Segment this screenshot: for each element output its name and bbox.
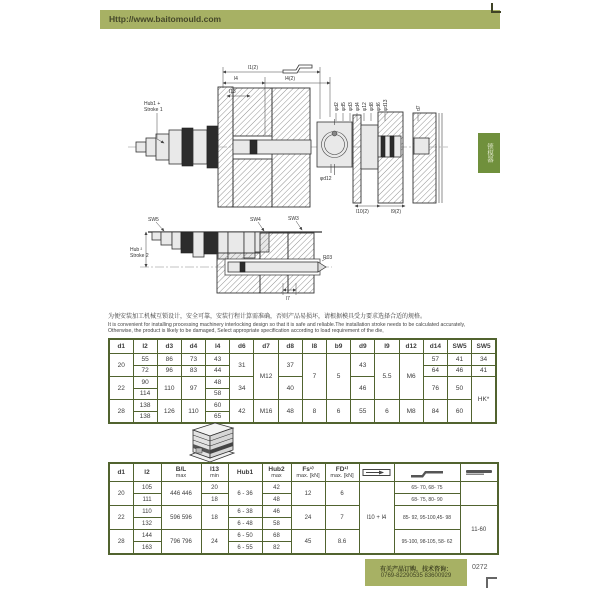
- dim-label-l4: l4: [234, 76, 238, 82]
- table-cell: 6 - 38: [228, 506, 262, 518]
- column-header: d1: [109, 339, 133, 354]
- contact-phone: 0769-82290535 83600929: [380, 573, 452, 579]
- hook-part-icon: [394, 463, 460, 482]
- table-cell: 72: [133, 365, 157, 377]
- table-cell: 8: [302, 400, 326, 424]
- table-cell: 64: [423, 365, 447, 377]
- sw4-label: SW4: [250, 217, 261, 223]
- dim-label-d7: d7: [416, 105, 422, 111]
- table-cell: HK*: [472, 377, 496, 424]
- table-cell: 5: [327, 354, 351, 400]
- svg-text:Stroke 2: Stroke 2: [130, 253, 149, 259]
- table-cell: 41: [447, 354, 471, 366]
- pin-part-icon: [460, 463, 498, 482]
- svg-text:Stroke 1: Stroke 1: [144, 107, 163, 113]
- table-cell: 6 - 48: [228, 518, 262, 530]
- clamp-part-icon: [359, 463, 394, 482]
- note-chinese: 为便安装加工机械互锁设计，安全可靠，安装行程计算需准确，否则产品易损坏，请根据模具受力要求选择合适的规格。: [108, 314, 427, 320]
- column-header: d3: [157, 339, 181, 354]
- column-header: d8: [278, 339, 302, 354]
- side-category-tab: 锁模器: [478, 133, 500, 173]
- dim-label-l7: l7: [286, 296, 290, 302]
- column-header: l8: [302, 339, 326, 354]
- table-cell: 46: [262, 506, 291, 518]
- table-cell: 76: [423, 377, 447, 400]
- column-header: d14: [423, 339, 447, 354]
- note-english-1: It is convenient for installing processing machinery interlocking design so that it is safe and reliable.The installation stroke needs to be calculated accurately,: [108, 322, 466, 328]
- page-number: 0272: [472, 564, 488, 571]
- column-header: d9: [351, 339, 375, 354]
- table-cell: 57: [423, 354, 447, 366]
- table-cell: l10 + l4: [359, 482, 394, 555]
- website-url: Http://www.baitomould.com: [109, 14, 222, 24]
- table-cell: 22: [109, 506, 133, 530]
- isometric-part-image: [182, 417, 238, 463]
- table-cell: M6: [399, 354, 423, 400]
- column-header: d4: [181, 339, 205, 354]
- column-header: d12: [399, 339, 423, 354]
- svg-text:φd13: φd13: [383, 99, 389, 111]
- dimension-table-1: [108, 338, 497, 424]
- dim-label-l13: l13: [229, 89, 236, 95]
- table-cell: 20: [201, 482, 228, 494]
- sw5-label: SW5: [148, 217, 159, 223]
- table-cell: 114: [133, 388, 157, 400]
- top-corner-mark-icon: [491, 3, 501, 13]
- table-cell: 132: [133, 518, 161, 530]
- table-cell: [460, 482, 498, 506]
- table-cell: M16: [254, 400, 278, 424]
- table-cell: 58: [206, 388, 230, 400]
- table-cell: 82: [262, 542, 291, 555]
- svg-text:φd3: φd3: [348, 102, 354, 111]
- table-cell: 40: [278, 377, 302, 400]
- table-cell: 43: [351, 354, 375, 377]
- table-cell: 42: [230, 400, 254, 424]
- table-cell: 48: [262, 494, 291, 506]
- table-cell: 18: [201, 494, 228, 506]
- front-view: [317, 119, 352, 182]
- table-cell: 6: [325, 482, 359, 506]
- svg-text:φ12: φ12: [362, 102, 368, 111]
- diameter-dim-labels: [334, 99, 422, 121]
- note-english-2: Otherwise, the product is likely to be damaged, Select appropriate specification according to load requirement of the die,: [108, 328, 384, 334]
- table-cell: 18: [201, 506, 228, 530]
- column-header: d1: [109, 463, 133, 482]
- column-header: SW5: [447, 339, 471, 354]
- table-cell: 73: [181, 354, 205, 366]
- table-cell: 84: [423, 400, 447, 424]
- column-header: l13 min: [201, 463, 228, 482]
- svg-text:φd4: φd4: [355, 102, 361, 111]
- column-header: b9: [327, 339, 351, 354]
- header-band: [100, 10, 500, 29]
- table-cell: 6: [375, 400, 399, 424]
- notes-paragraph: [108, 311, 500, 334]
- column-header: Hub1: [228, 463, 262, 482]
- table-cell: 163: [133, 542, 161, 555]
- column-header: Hub2 max: [262, 463, 291, 482]
- column-header: d6: [230, 339, 254, 354]
- table-cell: 43: [206, 354, 230, 366]
- table-cell: 22: [109, 377, 133, 400]
- contact-text: 有关产品订购，技术咨询：: [379, 567, 452, 573]
- table-cell: 42: [262, 482, 291, 494]
- contact-box: [365, 559, 467, 586]
- table-cell: 110: [133, 506, 161, 518]
- table-cell: 55: [351, 400, 375, 424]
- table-cell: 95-100, 98-105, 58- 62: [394, 530, 460, 555]
- svg-text:φd2: φd2: [334, 102, 340, 111]
- table-cell: 65: [206, 411, 230, 423]
- column-header: l4: [206, 339, 230, 354]
- table-cell: 68- 75, 80- 90: [394, 494, 460, 506]
- table-cell: 31: [230, 354, 254, 377]
- table-cell: 105: [133, 482, 161, 494]
- table-cell: 60: [447, 400, 471, 424]
- table-cell: 7: [325, 506, 359, 530]
- table-cell: 126: [157, 400, 181, 424]
- latch-unit-section: [136, 126, 218, 168]
- table-cell: 34: [230, 377, 254, 400]
- table-cell: 7: [302, 354, 326, 400]
- table-cell: 86: [157, 354, 181, 366]
- table-cell: 58: [262, 518, 291, 530]
- table-cell: 12: [291, 482, 325, 506]
- table-cell: 796 796: [161, 530, 201, 555]
- table-cell: 446 446: [161, 482, 201, 506]
- dim-label-l10: l10(2): [356, 209, 369, 215]
- bottom-corner-mark-icon: [486, 577, 497, 588]
- table-cell: 5.5: [375, 354, 399, 400]
- dim-label-l4b: l4(2): [285, 76, 296, 82]
- column-header: l2: [133, 463, 161, 482]
- table-cell: 110: [181, 400, 205, 424]
- technical-drawing: [100, 55, 500, 310]
- table-cell: 60: [206, 400, 230, 412]
- table-cell: 20: [109, 354, 133, 377]
- table-cell: M12: [254, 354, 278, 400]
- table-cell: 6: [327, 400, 351, 424]
- column-header: l9: [375, 339, 399, 354]
- dimension-table-2: [108, 462, 499, 555]
- table-cell: 50: [447, 377, 471, 400]
- column-header: d7: [254, 339, 278, 354]
- table-cell: 24: [291, 506, 325, 530]
- table-cell: 85- 92, 95-100,45- 98: [394, 506, 460, 530]
- table-cell: 28: [109, 530, 133, 555]
- table-cell: 138: [133, 400, 157, 412]
- table-cell: 596 596: [161, 506, 201, 530]
- dim-label-r03: R03: [323, 255, 333, 261]
- dim-label-d12: φd12: [320, 176, 332, 182]
- column-header: Fs¹⁾ max. [kN]: [291, 463, 325, 482]
- table-cell: 44: [206, 365, 230, 377]
- table-cell: 45: [291, 530, 325, 555]
- table-cell: 37: [278, 354, 302, 377]
- table-cell: 55: [133, 354, 157, 366]
- table-cell: 24: [201, 530, 228, 555]
- hub1-stroke1-label: Hub1 +: [144, 101, 161, 107]
- table-cell: 65- 70, 68- 75: [394, 482, 460, 494]
- column-header: l2: [133, 339, 157, 354]
- table-cell: 48: [206, 377, 230, 389]
- table-cell: 20: [109, 482, 133, 506]
- svg-text:φd8: φd8: [369, 102, 375, 111]
- hub2-stroke2-label: Hub ²: [130, 247, 143, 253]
- table-cell: 111: [133, 494, 161, 506]
- svg-text:φd5: φd5: [341, 102, 347, 111]
- table-cell: M8: [399, 400, 423, 424]
- table-cell: 96: [157, 365, 181, 377]
- svg-text:φd6: φd6: [376, 102, 382, 111]
- table-cell: 8.6: [325, 530, 359, 555]
- table-cell: 68: [262, 530, 291, 542]
- side-section-view: [353, 112, 442, 203]
- table-cell: 110: [157, 377, 181, 400]
- table-cell: 144: [133, 530, 161, 542]
- table-cell: 48: [278, 400, 302, 424]
- table-cell: 6 - 50: [228, 530, 262, 542]
- table-cell: 83: [181, 365, 205, 377]
- column-header: SW5: [472, 339, 496, 354]
- table-cell: 11-60: [460, 506, 498, 555]
- table-cell: 46: [447, 365, 471, 377]
- table-cell: 90: [133, 377, 157, 389]
- flange-plate: [218, 87, 233, 207]
- table-cell: 28: [109, 400, 133, 424]
- table-cell: 41: [472, 365, 496, 377]
- table-cell: 34: [472, 354, 496, 366]
- table-cell: 46: [351, 377, 375, 400]
- table-cell: 6 - 36: [228, 482, 262, 506]
- column-header: B/L max: [161, 463, 201, 482]
- dim-label-l1: l1(2): [248, 65, 259, 71]
- dim-label-l9: l9(2): [391, 209, 402, 215]
- table-cell: 97: [181, 377, 205, 400]
- table-cell: 6 - 55: [228, 542, 262, 555]
- sw3-label: SW3: [288, 216, 299, 222]
- table-cell: 138: [133, 411, 157, 423]
- column-header: FD¹⁾ max. [kN]: [325, 463, 359, 482]
